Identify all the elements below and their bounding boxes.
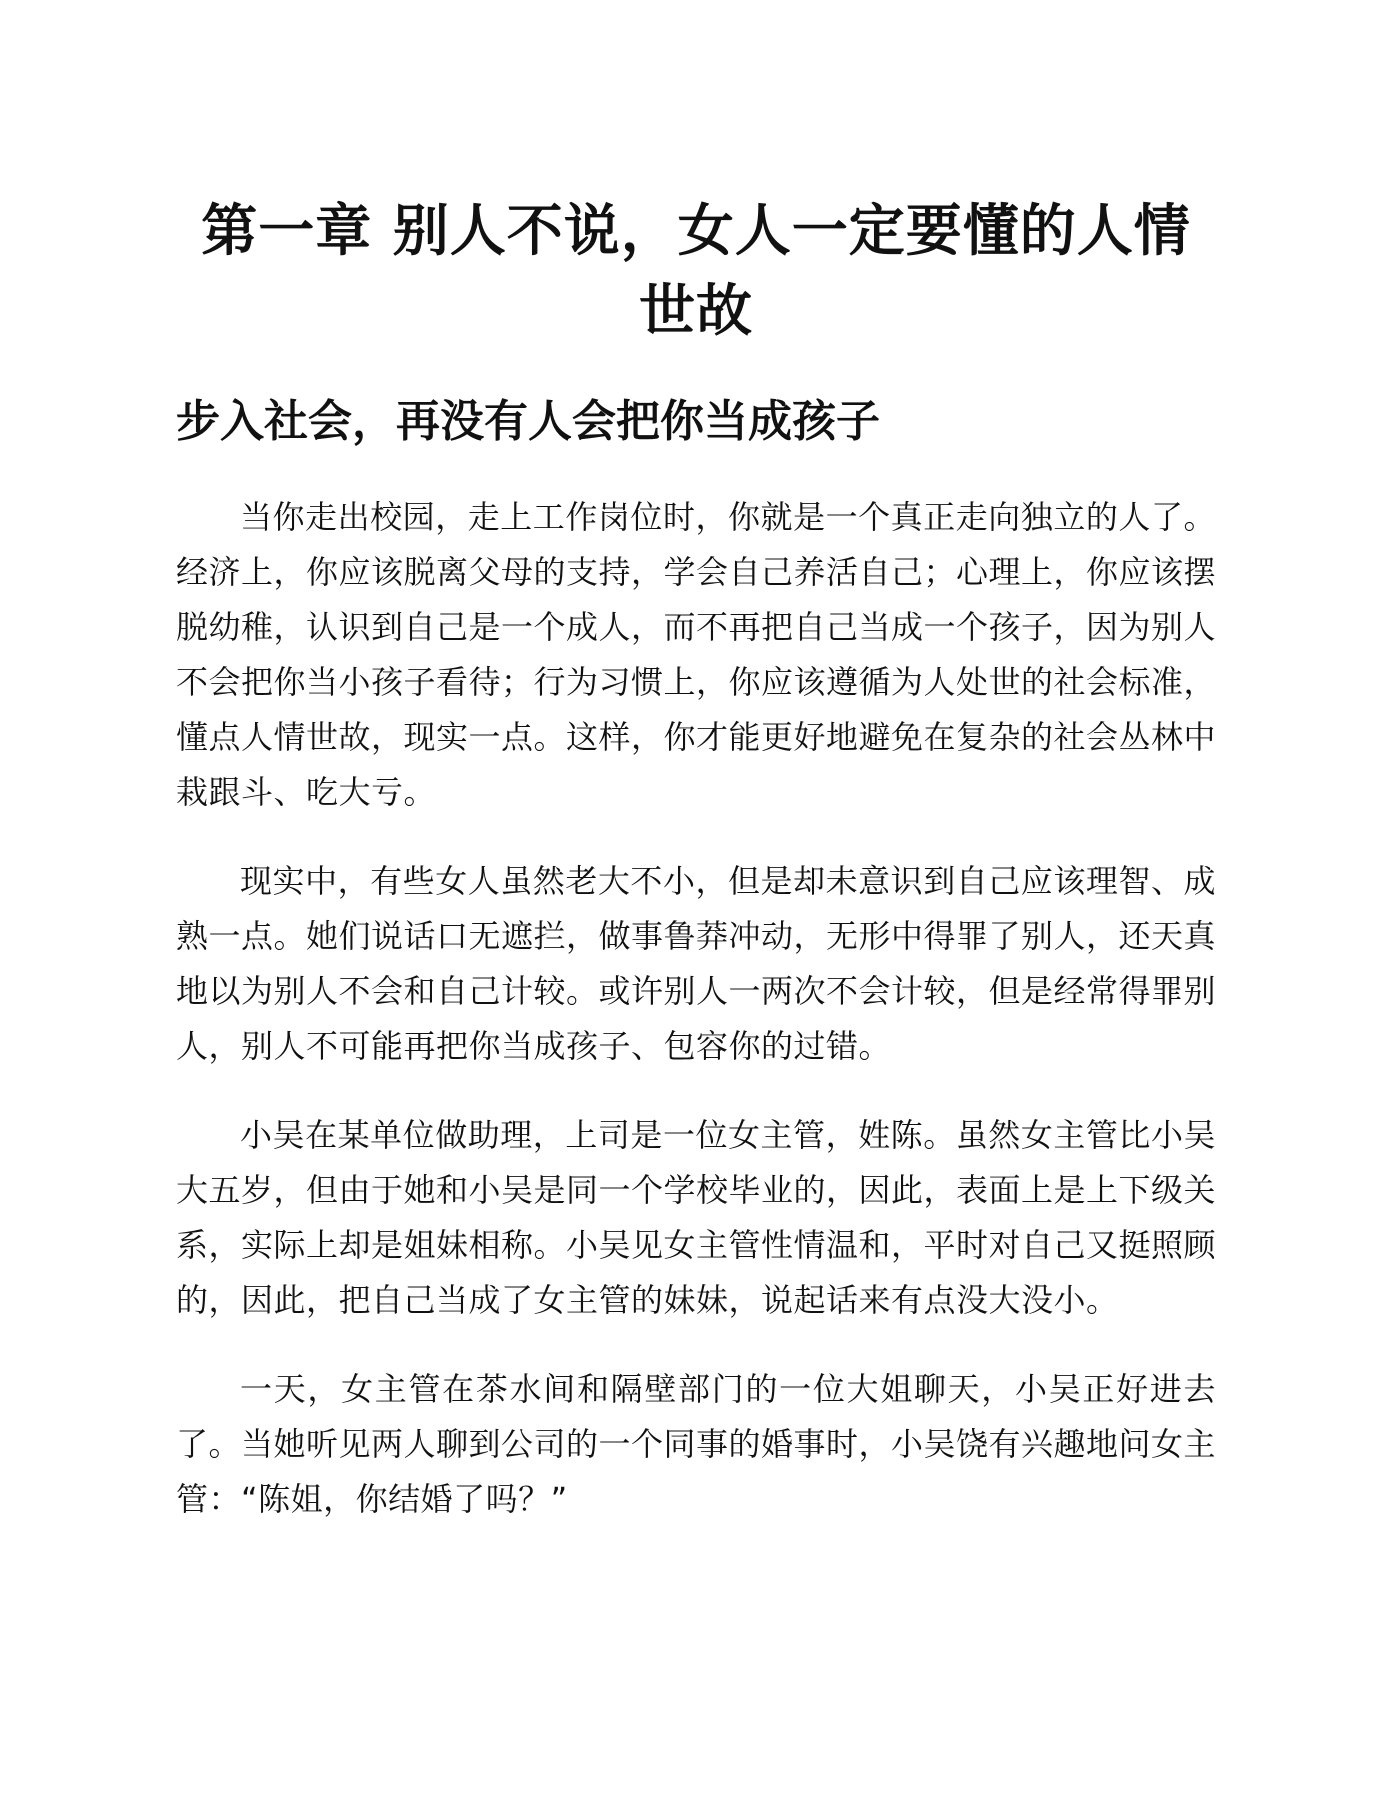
paragraph: 小吴在某单位做助理，上司是一位女主管，姓陈。虽然女主管比小吴大五岁，但由于她和小吴是同一个学校毕业的，因此，表面上是上下级关系，实际上却是姐妹相称。小吴见女主管性情温和，平时对自己又挺照顾的，因此，把自己当成了女主管的妹妹，说起话来有点没大没小。 [176, 1116, 1217, 1319]
paragraph: 当你走出校园，走上工作岗位时，你就是一个真正走向独立的人了。经济上，你应该脱离父母的支持，学会自己养活自己；心理上，你应该摆脱幼稚，认识到自己是一个成人，而不再把自己当成一个孩子，因为别人不会把你当小孩子看待；行为习惯上，你应该遵循为人处世的社会标准，懂点人情世故，现实一点。这样，你才能更好地避免在复杂的社会丛林中栽跟斗、吃大亏。 [176, 498, 1217, 811]
chapter-title: 第一章 别人不说，女人一定要懂的人情世故 [201, 199, 1191, 344]
document-page [176, 0, 1216, 1800]
body-text [176, 490, 1216, 1561]
section-title: 步入社会，再没有人会把你当成孩子 [176, 396, 880, 447]
paragraph: 现实中，有些女人虽然老大不小，但是却未意识到自己应该理智、成熟一点。她们说话口无遮拦，做事鲁莽冲动，无形中得罪了别人，还天真地以为别人不会和自己计较。或许别人一两次不会计较，但是经常得罪别人，别人不可能再把你当成孩子、包容你的过错。 [176, 862, 1217, 1065]
paragraph: 一天，女主管在茶水间和隔壁部门的一位大姐聊天，小吴正好进去了。当她听见两人聊到公司的一个同事的婚事时，小吴饶有兴趣地问女主管：“陈姐，你结婚了吗？” [176, 1370, 1217, 1518]
